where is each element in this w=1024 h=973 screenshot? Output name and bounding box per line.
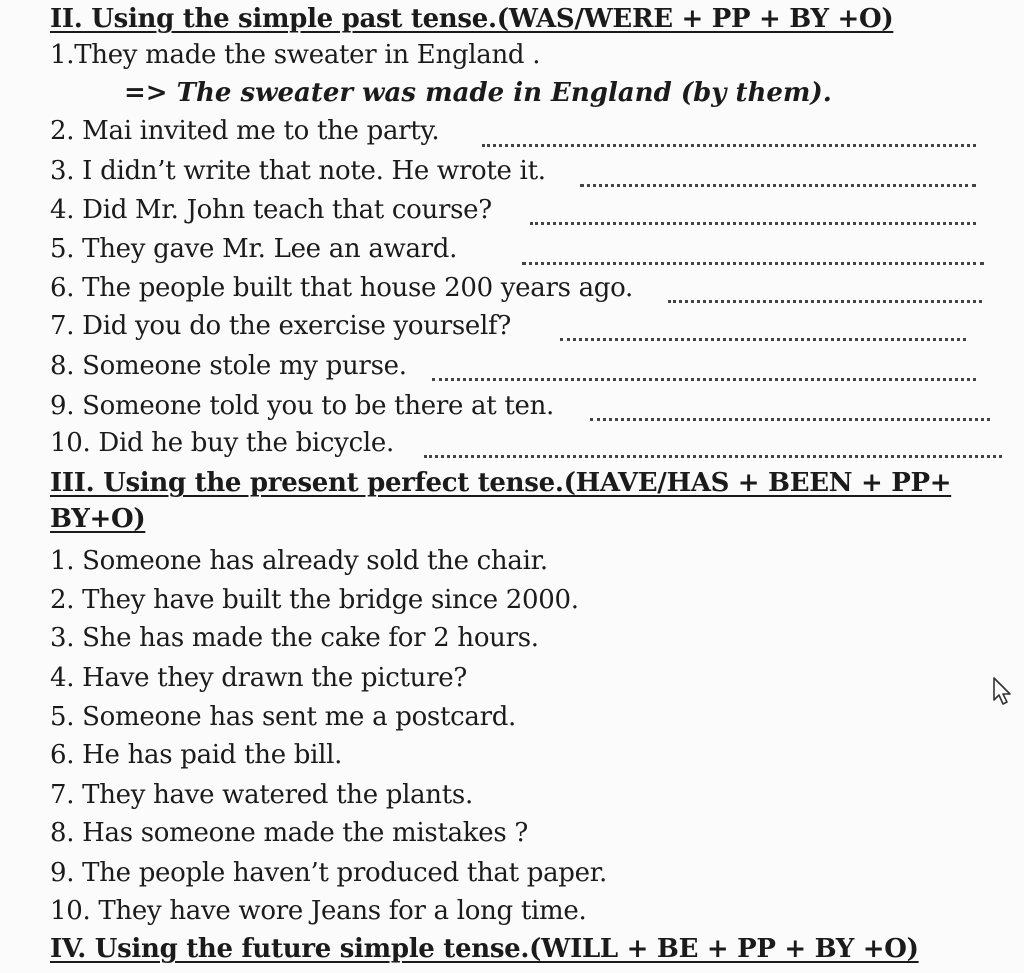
answer-blank [590,418,990,421]
exercise-3-item-7: 7. They have watered the plants. [50,780,473,810]
exercise-2-item-7: 7. Did you do the exercise yourself? [50,311,511,341]
section-4-heading: IV. Using the future simple tense.(WILL + BE + PP + BY +O) [50,934,919,964]
exercise-3-item-2: 2. They have built the bridge since 2000. [50,585,579,615]
exercise-3-item-6: 6. He has paid the bill. [50,740,343,770]
exercise-3-item-4: 4. Have they drawn the picture? [50,663,467,693]
exercise-2-item-2: 2. Mai invited me to the party. [50,116,440,146]
answer-blank [432,378,976,381]
example-sentence: 1.They made the sweater in England . [50,40,541,70]
answer-blank [530,222,976,225]
section-3-heading: III. Using the present perfect tense.(HAVE/HAS + BEEN + PP+ [50,468,952,498]
exercise-2-item-3: 3. I didn’t write that note. He wrote it. [50,156,546,186]
exercise-2-item-6: 6. The people built that house 200 years ago. [50,273,633,303]
exercise-3-item-10: 10. They have wore Jeans for a long time. [50,896,587,926]
exercise-2-item-5: 5. They gave Mr. Lee an award. [50,234,458,264]
exercise-3-item-8: 8. Has someone made the mistakes ? [50,818,528,848]
section-2-heading: II. Using the simple past tense.(WAS/WERE + PP + BY +O) [50,4,894,34]
exercise-2-item-10: 10. Did he buy the bicycle. [50,428,394,458]
example-answer: => The sweater was made in England (by them). [124,78,832,108]
exercise-3-item-9: 9. The people haven’t produced that paper. [50,858,607,888]
exercise-2-item-4: 4. Did Mr. John teach that course? [50,195,492,225]
exercise-3-item-1: 1. Someone has already sold the chair. [50,546,548,576]
answer-blank [522,262,984,265]
answer-blank [668,300,982,303]
exercise-2-item-8: 8. Someone stole my purse. [50,351,407,381]
exercise-3-item-5: 5. Someone has sent me a postcard. [50,702,517,732]
exercise-2-item-9: 9. Someone told you to be there at ten. [50,391,554,421]
answer-blank [580,184,976,187]
answer-blank [482,144,976,147]
exercise-3-item-3: 3. She has made the cake for 2 hours. [50,623,539,653]
section-3-heading-continued: BY+O) [50,504,146,534]
answer-blank [560,338,966,341]
mouse-pointer-icon [992,676,1014,706]
answer-blank [424,455,1002,458]
